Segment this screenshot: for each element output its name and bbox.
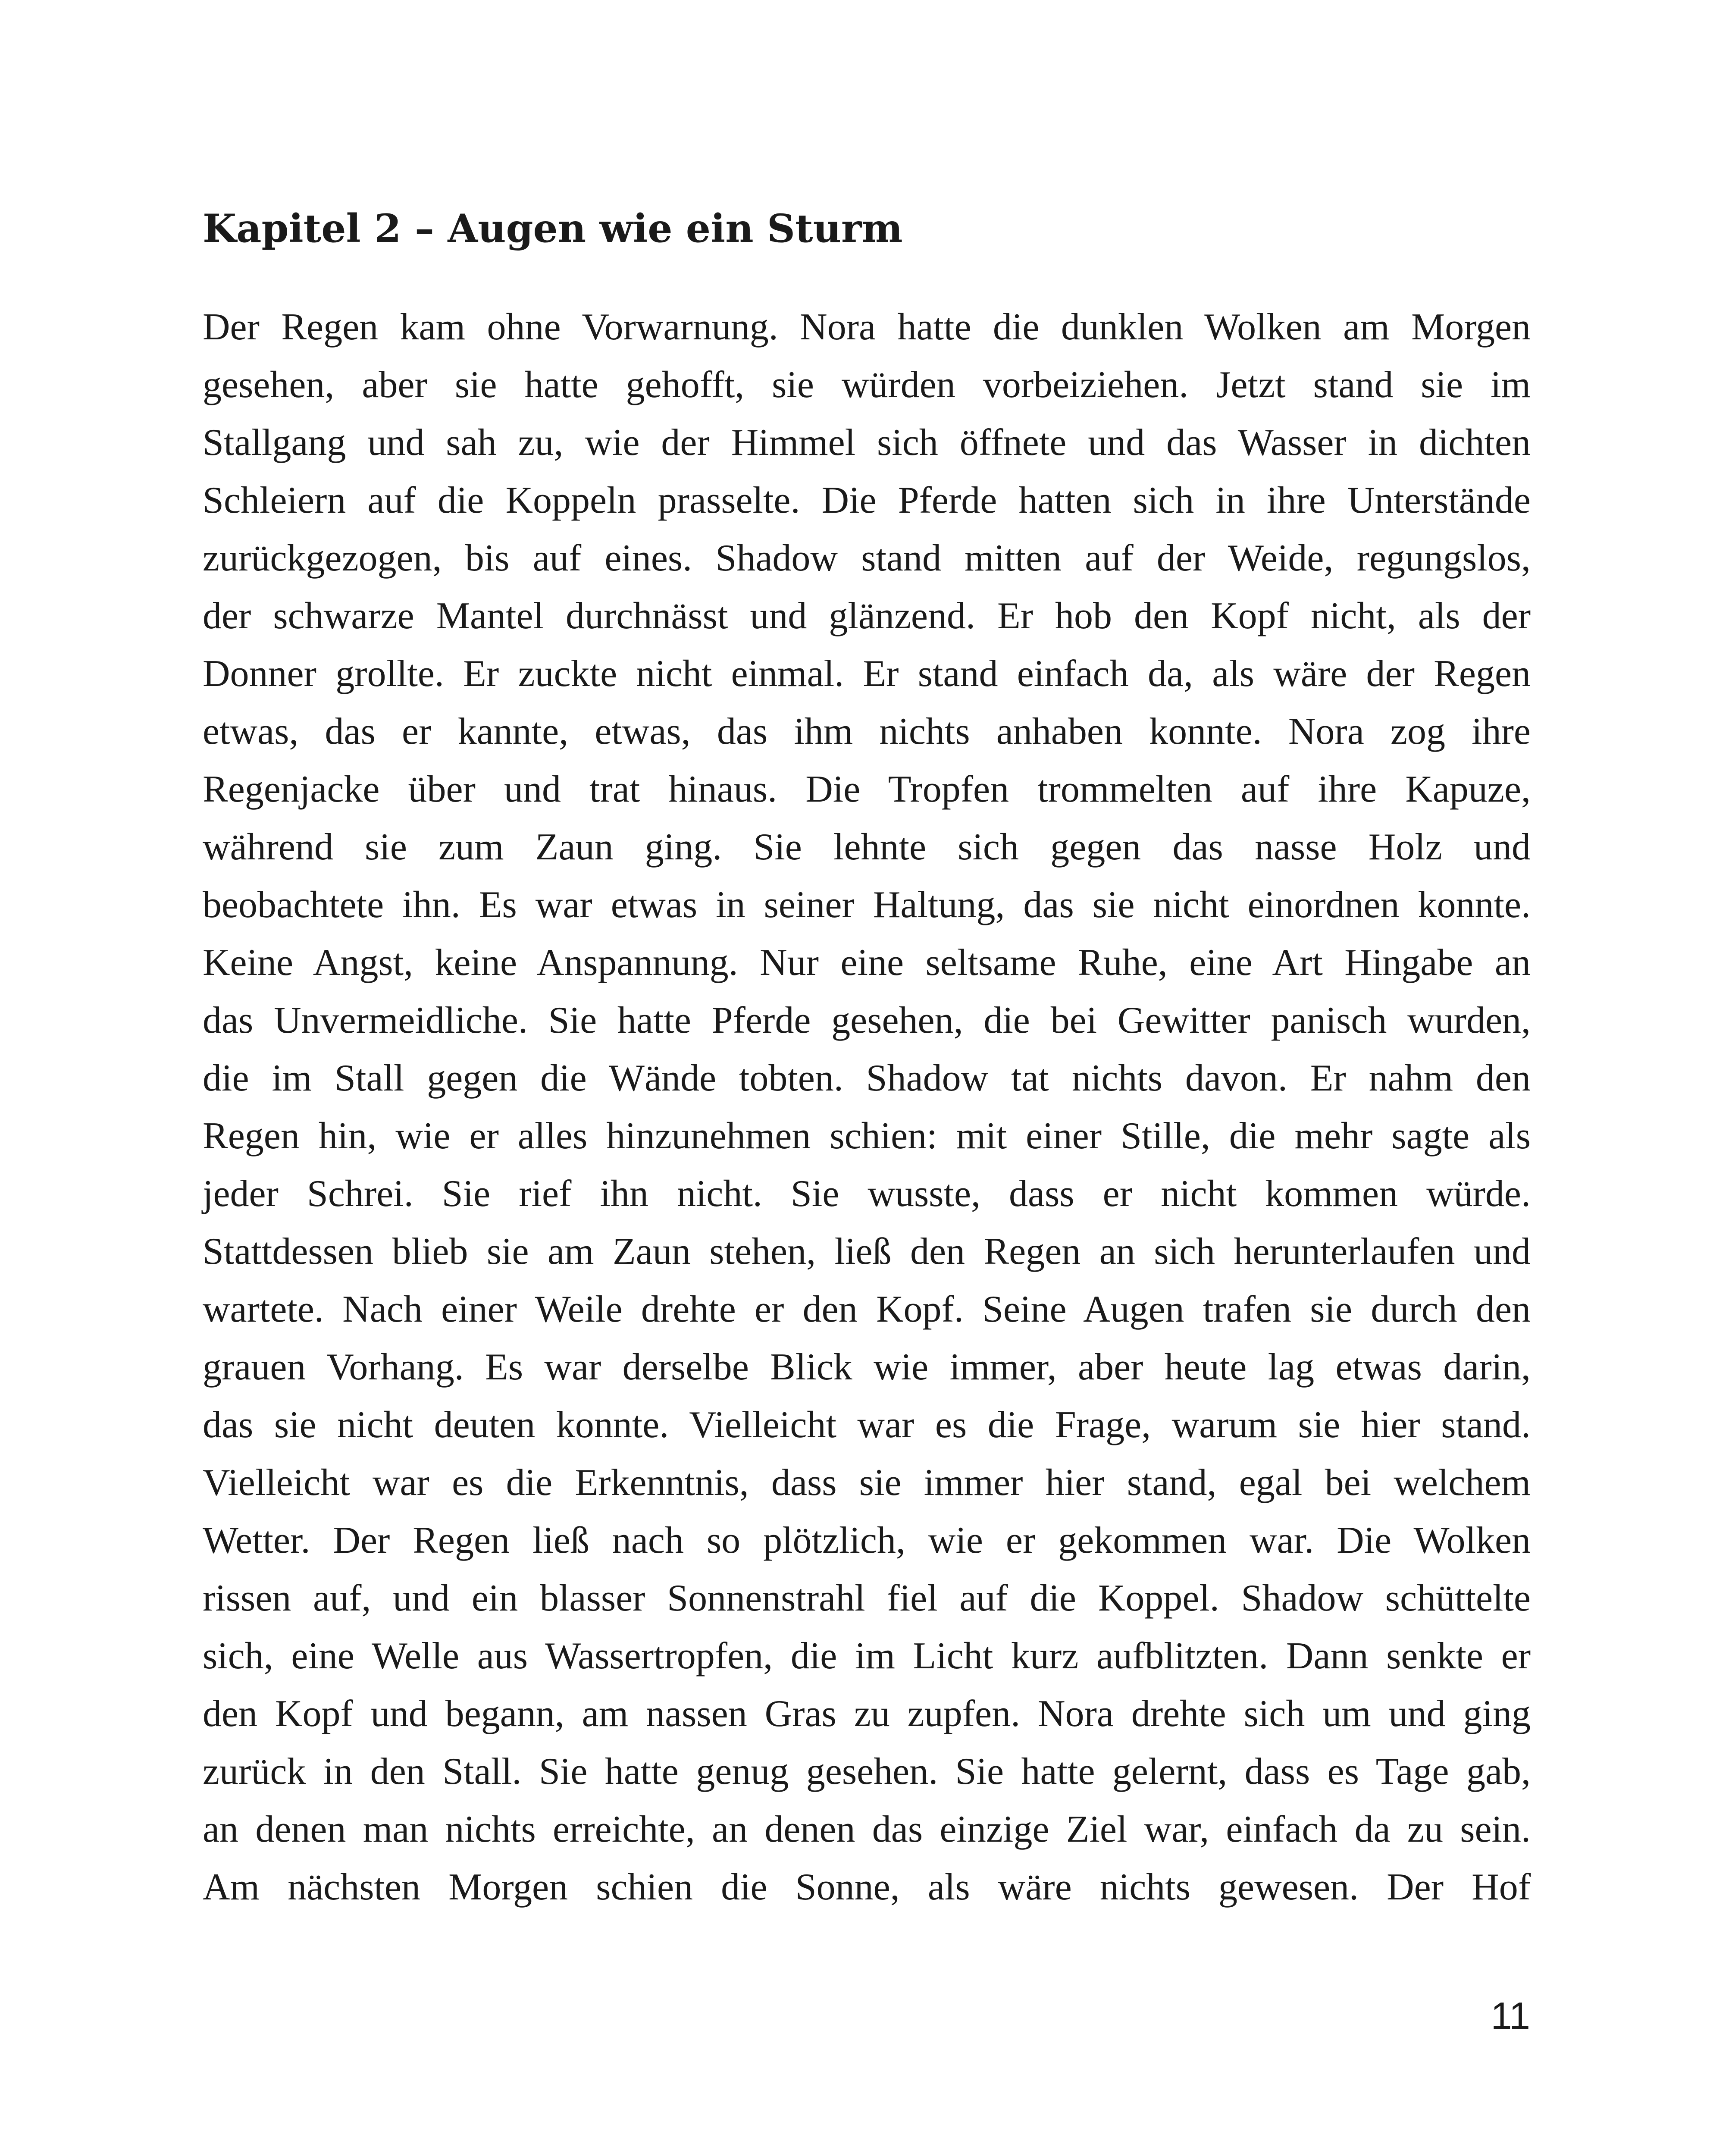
body-line: Stattdessen blieb sie am Zaun stehen, ließ den Regen an sich herunterlaufen und <box>203 1231 1531 1272</box>
body-line: grauen Vorhang. Es war derselbe Blick wie immer, aber heute lag etwas darin, <box>203 1346 1531 1388</box>
body-line: Regenjacke über und trat hinaus. Die Tropfen trommelten auf ihre Kapuze, <box>203 768 1531 810</box>
body-line: Der Regen kam ohne Vorwarnung. Nora hatte die dunklen Wolken am Morgen <box>203 306 1531 348</box>
body-line: gesehen, aber sie hatte gehofft, sie würden vorbeiziehen. Jetzt stand sie im <box>203 364 1531 406</box>
body-line: rissen auf, und ein blasser Sonnenstrahl fiel auf die Koppel. Shadow schüttelte <box>203 1577 1531 1619</box>
page-number: 11 <box>1491 1994 1530 2037</box>
body-line: das Unvermeidliche. Sie hatte Pferde gesehen, die bei Gewitter panisch wurden, <box>203 1000 1531 1041</box>
chapter-body-text <box>203 298 1531 1916</box>
body-line: wartete. Nach einer Weile drehte er den Kopf. Seine Augen trafen sie durch den <box>203 1288 1531 1330</box>
body-line: das sie nicht deuten konnte. Vielleicht war es die Frage, warum sie hier stand. <box>203 1404 1531 1446</box>
body-line: Wetter. Der Regen ließ nach so plötzlich, wie er gekommen war. Die Wolken <box>203 1520 1531 1561</box>
body-line: Am nächsten Morgen schien die Sonne, als wäre nichts gewesen. Der Hof <box>203 1866 1531 1908</box>
body-line: Regen hin, wie er alles hinzunehmen schien: mit einer Stille, die mehr sagte als <box>203 1115 1531 1157</box>
body-line: etwas, das er kannte, etwas, das ihm nichts anhaben konnte. Nora zog ihre <box>203 711 1531 752</box>
body-line: zurück in den Stall. Sie hatte genug gesehen. Sie hatte gelernt, dass es Tage gab, <box>203 1751 1531 1792</box>
chapter-title: Kapitel 2 – Augen wie ein Sturm <box>203 206 903 251</box>
body-line: der schwarze Mantel durchnässt und glänzend. Er hob den Kopf nicht, als der <box>203 595 1531 637</box>
body-line: Donner grollte. Er zuckte nicht einmal. Er stand einfach da, als wäre der Regen <box>203 653 1531 695</box>
body-line: beobachtete ihn. Es war etwas in seiner Haltung, das sie nicht einordnen konnte. <box>203 884 1531 926</box>
body-line: an denen man nichts erreichte, an denen das einzige Ziel war, einfach da zu sein. <box>203 1808 1531 1850</box>
body-line: die im Stall gegen die Wände tobten. Shadow tat nichts davon. Er nahm den <box>203 1057 1531 1099</box>
body-line: sich, eine Welle aus Wassertropfen, die im Licht kurz aufblitzten. Dann senkte er <box>203 1635 1531 1677</box>
body-line: während sie zum Zaun ging. Sie lehnte sich gegen das nasse Holz und <box>203 826 1531 868</box>
body-line: Vielleicht war es die Erkenntnis, dass sie immer hier stand, egal bei welchem <box>203 1462 1531 1504</box>
body-line: zurückgezogen, bis auf eines. Shadow stand mitten auf der Weide, regungslos, <box>203 537 1531 579</box>
body-line: Schleiern auf die Koppeln prasselte. Die Pferde hatten sich in ihre Unterstände <box>203 479 1531 521</box>
body-line: den Kopf und begann, am nassen Gras zu zupfen. Nora drehte sich um und ging <box>203 1693 1531 1735</box>
body-line: Stallgang und sah zu, wie der Himmel sich öffnete und das Wasser in dichten <box>203 422 1531 464</box>
body-line: Keine Angst, keine Anspannung. Nur eine seltsame Ruhe, eine Art Hingabe an <box>203 942 1531 984</box>
body-line: jeder Schrei. Sie rief ihn nicht. Sie wusste, dass er nicht kommen würde. <box>203 1173 1531 1215</box>
